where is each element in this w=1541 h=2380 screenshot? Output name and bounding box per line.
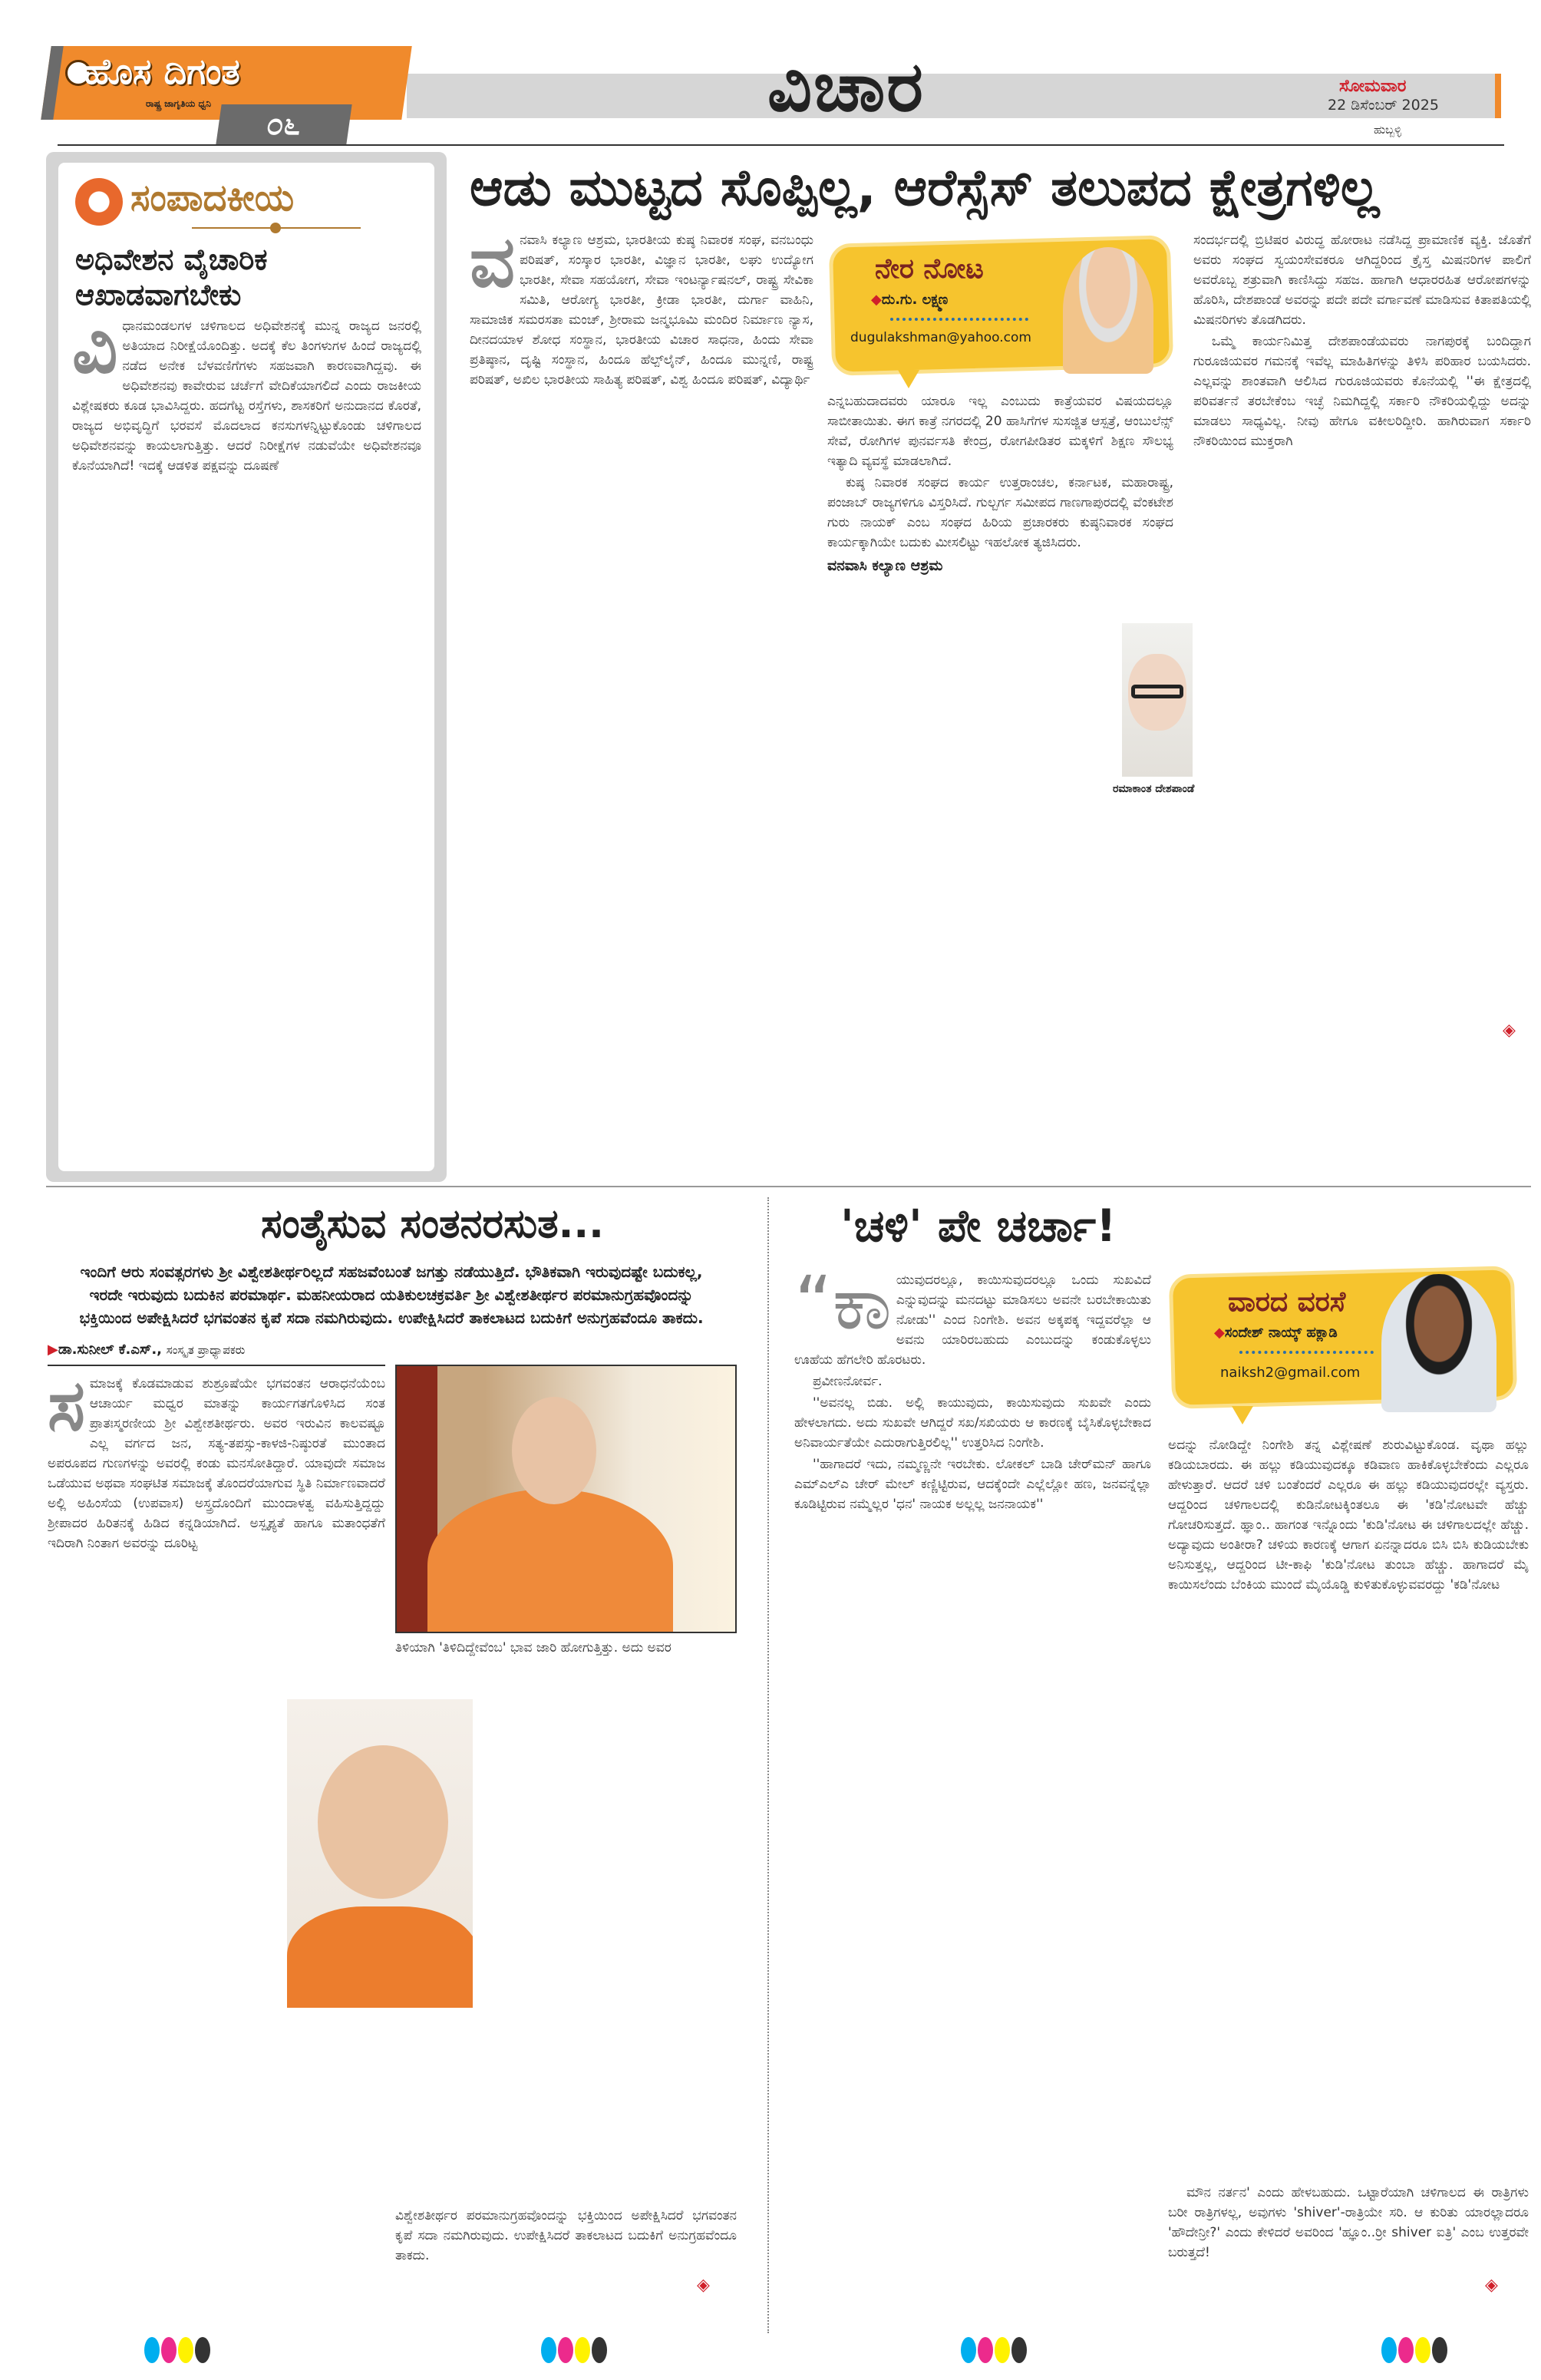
section-title: ವಿಚಾರ <box>767 47 925 127</box>
header-divider <box>58 144 1504 146</box>
cmyk-registration-mark <box>961 2337 1027 2363</box>
cmyk-registration-mark <box>541 2337 607 2363</box>
byline-name: ಡಾ.ಸುನೀಲ್ ಕೆ.ಎಸ್., <box>58 1342 163 1358</box>
closing-paragraph: ವಿಶ್ವೇಶತೀರ್ಥರ ಪರಮಾನುಗ್ರಹವೊಂದನ್ನು ಭಕ್ತಿಯಿಂದ ಅಪೇಕ್ಷಿಸಿದರೆ ಭಗವಂತನ ಕೃಪೆ ಸದಾ ನಮಗಿರುವುದು. ಉಪೇಕ್ಷಿಸಿದರೆ ತಾಕಲಾಟದ ಬದುಕಿಗೆ ಅನುಗ್ರಹವೆಂದೂ ತಾಕದು. <box>395 2206 737 2266</box>
article-deck: ಇಂದಿಗೆ ಆರು ಸಂವತ್ಸರಗಳು ಶ್ರೀ ವಿಶ್ವೇಶತೀರ್ಥರಿಲ್ಲದೆ ಸಹಜವೆಂಬಂತೆ ಜಗತ್ತು ನಡೆಯುತ್ತಿದೆ. ಭೌತಿಕವಾಗಿ ಇರುವುದಷ್ಟೇ ಬದುಕಲ್ಲ, ಇರದೇ ಇರುವುದು ಬದುಕಿನ ಪರಮಾರ್ಥ. ಮಹನೀಯರಾದ ಯತಿಕುಲಚಕ್ರವರ್ತಿ ಶ್ರೀ ವಿಶ್ವೇಶತೀರ್ಥರ ಪರಮಾನುಗ್ರಹವೊಂದನ್ನು ಭಕ್ತಿಯಿಂದ ಅಪೇಕ್ಷಿಸಿದರೆ ಭಗವಂತನ ಕೃಪೆ ಸದಾ ನಮಗಿರುವುದು. ಉಪೇಕ್ಷಿಸಿದರೆ ತಾಕಲಾಟದ ಬದುಕಿಗೆ ಅನುಗ್ರಹವೆಂದೂ ತಾಕದು. <box>79 1263 704 1327</box>
glasses-icon <box>1131 685 1183 698</box>
main-headline: ಆಡು ಮುಟ್ಟದ ಸೊಪ್ಪಿಲ್ಲ, ಆರೆಸ್ಸೆಸ್ ತಲುಪದ ಕ್ಷೇತ್ರಗಳಿಲ್ಲ <box>470 158 1380 217</box>
cmyk-registration-mark <box>144 2337 210 2363</box>
author-email[interactable]: dugulakshman@yahoo.com <box>850 330 1031 345</box>
article-column <box>1193 230 1531 1013</box>
paragraph: ''ಹಾಗಾದರೆ ಇದು, ನಮ್ಮಣ್ಣನೇ ಇರಬೇಕು. ಲೋಕಲ್ ಬಾಡಿ ಚೇರ್‌ಮನ್ ಹಾಗೂ ಎಮ್‌ಎಲ್‌ಎ ಚೇರ್ ಮೇಲ್ ಕಣ್ಣಿಟ್ಟಿರುವ, ಆದಕ್ಕೆಂದೇ ಎಲ್ಲೆಲ್ಲೋ ಹಣ, ಜನವನ್ನೆಲ್ಲಾ ಕೂಡಿಟ್ಟಿರುವ ನಮ್ಮೆಲ್ಲರ 'ಧನ' ನಾಯಕ ಅಲ್ಲಲ್ಲ ಜನನಾಯಕ'' <box>794 1457 1151 1512</box>
paragraph: ಸಂದರ್ಭದಲ್ಲಿ ಬ್ರಿಟಿಷರ ವಿರುದ್ಧ ಹೋರಾಟ ನಡೆಸಿದ್ದ ಪ್ರಾಮಾಣಿಕ ವ್ಯಕ್ತಿ. ಜೊತೆಗೆ ಅವರು ಸಂಘದ ಸ್ವಯಂಸೇವಕರೂ ಆಗಿದ್ದರಿಂದ ಕ್ರೈಸ್ತ ಮಿಷನರಿಗಳ ಪಾಲಿಗೆ ಅವರೊಬ್ಬ ಶತ್ರುವಾಗಿ ಕಾಣಿಸಿದ್ದು ಸಹಜ. ಹಾಗಾಗಿ ಆಧಾರರಹಿತ ಆರೋಪಗಳನ್ನು ಹೊರಿಸಿ, ದೇಶಪಾಂಡೆ ಅವರನ್ನು ಪದೇ ಪದೇ ವರ್ಗಾವಣೆ ಮಾಡಿಸುವ ಕಿತಾಪತಿಯಲ್ಲಿ ಮಿಷನರಿಗಳು ತೊಡಗಿದರು. <box>1193 233 1531 328</box>
author-photo <box>1063 247 1153 374</box>
photo-caption: ತಿಳಿಯಾಗಿ 'ತಿಳಿದಿದ್ದೇವೆಂಬ' ಭಾವ ಜಾರಿ ಹೋಗುತ್ತಿತ್ತು. ಅದು ಅವರ <box>395 1640 672 1655</box>
author-name: ದು.ಗು. ಲಕ್ಷ್ಮಣ <box>881 292 949 308</box>
column-author: ◆ದು.ಗು. ಲಕ್ಷ್ಮಣ <box>871 292 949 308</box>
drop-cap: “ಕಾ <box>794 1270 892 1346</box>
edition-city: ಹುಬ್ಬಳ್ಳಿ <box>1374 123 1402 137</box>
paragraph: ಒಮ್ಮೆ ಕಾರ್ಯನಿಮಿತ್ತ ದೇಶಪಾಂಡೆಯವರು ನಾಗಪುರಕ್ಕೆ ಬಂದಿದ್ದಾಗ ಗುರೂಜಿಯವರ ಗಮನಕ್ಕೆ ಇವೆಲ್ಲ ಮಾಹಿತಿಗಳನ್ನು ತಿಳಿಸಿ ಪರಿಹಾರ ಬಯಸಿದರು. ಎಲ್ಲವನ್ನು ಶಾಂತವಾಗಿ ಆಲಿಸಿದ ಗುರೂಜಿಯವರು ಕೊನೆಯಲ್ಲಿ ''ಈ ಕ್ಷೇತ್ರದಲ್ಲಿ ಪರಿವರ್ತನೆ ತರಬೇಕೆಂಬ ಇಚ್ಛೆ ನಿಮಗಿದ್ದಲ್ಲಿ ಸರ್ಕಾರಿ ನೌಕರಿಯಲ್ಲಿದ್ದು ಅದನ್ನು ಮಾಡಲು ಸಾಧ್ಯವಿಲ್ಲ. ನೀವು ಹೇಗೂ ವಕೀಲರಿದ್ದೀರಿ. ಹಾಗಿರುವಾಗ ಸರ್ಕಾರಿ ನೌಕರಿಯಿಂದ ಮುಕ್ತರಾಗಿ <box>1193 334 1531 449</box>
subheading: ವನವಾಸಿ ಕಲ್ಯಾಣ ಆಶ್ರಮ <box>827 557 943 574</box>
drop-cap: ವ <box>470 230 516 303</box>
article-column <box>470 230 813 1174</box>
date: 22 ಡಿಸೆಂಬರ್ 2025 <box>1328 97 1439 114</box>
editorial-emblem-icon <box>75 178 123 226</box>
column-title: ವಾರದ ವರಸೆ <box>1228 1286 1346 1318</box>
paragraph: ಧಾನಮಂಡಲಗಳ ಚಳಿಗಾಲದ ಅಧಿವೇಶನಕ್ಕೆ ಮುನ್ನ ರಾಜ್ಯದ ಜನರಲ್ಲಿ ಅತಿಯಾದ ನಿರೀಕ್ಷೆಯೊಂದಿತ್ತು. ಅದಕ್ಕೆ ಕೆಲ ತಿಂಗಳುಗಳ ಹಿಂದೆ ರಾಜ್ಯದಲ್ಲಿ ನಡೆದ ಅನೇಕ ಬೆಳವಣಿಗೆಗಳು ಸಹಜವಾಗಿ ಕಾರಣವಾಗಿದ್ದವು. ಈ ಅಧಿವೇಶನವು ಕಾವೇರುವ ಚರ್ಚೆಗೆ ವೇದಿಕೆಯಾಗಲಿದೆ ಎಂದು ರಾಜಕೀಯ ವಿಶ್ಲೇಷಕರು ಕೂಡ ಭಾವಿಸಿದ್ದರು. ಹದಗೆಟ್ಟ ರಸ್ತೆಗಳು, ಶಾಸಕರಿಗೆ ಅನುದಾನದ ಕೊರತೆ, ರಾಜ್ಯದ ಅಭಿವೃದ್ಧಿಗೆ ಭರವಸೆ ಮೊದಲಾದ ಕನಸುಗಳನ್ನಿಟ್ಟುಕೊಂಡು ಚಳಿಗಾಲದ ಅಧಿವೇಶನವನ್ನು ಕಾಯಲಾಗುತ್ತಿತ್ತು. ಆದರೆ ನಿರೀಕ್ಷೆಗಳ ನಡುವೆಯೇ ಅಧಿವೇಶನವೂ ಕೊನೆಯಾಗಿದೆ! ಇದಕ್ಕೆ ಆಡಳಿತ ಪಕ್ಷವನ್ನು ದೂಷಣೆ <box>72 319 421 474</box>
article-headline: 'ಚಳಿ' ಪೇ ಚರ್ಚಾ! <box>840 1200 1117 1252</box>
editorial-headline: ಅಧಿವೇಶನ ವೈಚಾರಿಕ ಆಖಾಡವಾಗಬೇಕು <box>75 243 268 312</box>
byline-role: ಸಂಸ್ಕೃತ ಪ್ರಾಧ್ಯಾಪಕರು <box>166 1343 246 1357</box>
accent-bar <box>1495 74 1501 118</box>
column-divider <box>767 1197 769 2333</box>
article-column <box>1168 1435 1529 2264</box>
paragraph: ಮಾಜಕ್ಕೆ ಕೊಡಮಾಡುವ ಶುಶ್ರೂಷೆಯೇ ಭಗವಂತನ ಆರಾಧನೆಯೆಂಬ ಆಚಾರ್ಯ ಮಧ್ವರ ಮಾತನ್ನು ಕಾರ್ಯಗತಗೊಳಿಸಿದ ಸಂತ ಪ್ರಾತಃಸ್ಮರಣೀಯ ಶ್ರೀ ವಿಶ್ವೇಶತೀರ್ಥರು. ಅವರ ಇರುವಿನ ಕಾಲವಷ್ಟೂ ಎಲ್ಲ ವರ್ಗದ ಜನ, ಸತ್ಯ-ತಪಸ್ಸು-ಕಾಳಜಿ-ನಿಷ್ಠುರತೆ ಮುಂತಾದ ಅಪರೂಪದ ಗುಣಗಳನ್ನು ಅವರಲ್ಲಿ ಕಂಡು ಮನಸೋತಿದ್ದಾರೆ. ಯಾವುದೇ ಸಮಾಜ ಒಡೆಯುವ ಅಥವಾ ಸಂಘಟಿತ ಸಮಾಜಕ್ಕೆ ತೊಂದರೆಯಾಗುವ ಸ್ಥಿತಿ ನಿರ್ಮಾಣವಾದರೆ ಅಲ್ಲಿ ಅಹಿಂಸೆಯ (ಉಪವಾಸ) ಅಸ್ತ್ರದೊಂದಿಗೆ ಮುಂದಾಳತ್ವ ವಹಿಸುತ್ತಿದ್ದದ್ದು ಶ್ರೀಪಾದರ ಹಿರಿತನಕ್ಕೆ ಹಿಡಿದ ಕನ್ನಡಿಯಾಗಿದೆ. ಅಸ್ಪೃಶ್ಯತೆ ಹಾಗೂ ಮತಾಂಧತೆಗೆ ಇದಿರಾಗಿ ನಿಂತಾಗ ಅವರನ್ನು ದೂರಿಟ್ಟ <box>48 1376 385 1551</box>
author-name: ಸಂದೇಶ್ ನಾಯ್ಕ್ ಹಕ್ಲಾಡಿ <box>1224 1325 1338 1341</box>
portrait-photo <box>1122 623 1193 777</box>
logo-tagline: ರಾಷ್ಟ್ರ ಜಾಗೃತಿಯ ಧ್ವನಿ <box>146 98 212 109</box>
author-email[interactable]: naiksh2@gmail.com <box>1220 1365 1361 1381</box>
end-mark-icon: ◈ <box>697 2276 710 2295</box>
editorial-body <box>72 316 421 1160</box>
author-photo <box>1381 1274 1496 1412</box>
swamiji-portrait-photo <box>284 1696 476 2011</box>
photo-caption: ರಮಾಕಾಂತ ದೇಶಪಾಂಡೆ <box>1113 783 1195 795</box>
page-number: ೦೬ <box>216 104 351 144</box>
dotted-ornament <box>890 318 1028 321</box>
section-divider <box>46 1186 1531 1187</box>
swamiji-photo <box>395 1365 737 1633</box>
paragraph: ಎನ್ನಬಹುದಾದವರು ಯಾರೂ ಇಲ್ಲ ಎಂಬುದು ಕಾತ್ರೆಯವರ ವಿಷಯದಲ್ಲೂ ಸಾಬೀತಾಯಿತು. ಈಗ ಕಾತ್ರೆ ನಗರದಲ್ಲಿ 20 ಹಾಸಿಗೆಗಳ ಸುಸಜ್ಜಿತ ಆಸ್ಪತ್ರೆ, ಆಂಬುಲೆನ್ಸ್ ಸೇವೆ, ರೋಗಿಗಳ ಪುನರ್ವಸತಿ ಕೇಂದ್ರ, ರೋಗಪೀಡಿತರ ಮಕ್ಕಳಿಗೆ ಶಿಕ್ಷಣ ಸೌಲಭ್ಯ ಇತ್ಯಾದಿ ವ್ಯವಸ್ಥೆ ಮಾಡಲಾಗಿದೆ. <box>827 394 1173 469</box>
dotted-ornament <box>1239 1351 1374 1354</box>
ornament-icon <box>270 223 281 233</box>
drop-cap: ವಿ <box>72 316 118 389</box>
paragraph: ಕುಷ್ಠ ನಿವಾರಕ ಸಂಘದ ಕಾರ್ಯ ಉತ್ತರಾಂಚಲ, ಕರ್ನಾಟಕ, ಮಹಾರಾಷ್ಟ್ರ, ಪಂಜಾಬ್ ರಾಜ್ಯಗಳಿಗೂ ವಿಸ್ತರಿಸಿದೆ. ಗುಲ್ಬರ್ಗ ಸಮೀಪದ ಗಾಣಗಾಪುರದಲ್ಲಿ ವೆಂಕಟೇಶ ಗುರು ನಾಯಕ್ ಎಂಬ ಸಂಘದ ಹಿರಿಯ ಪ್ರಚಾರಕರು ಕುಷ್ಠನಿವಾರಕ ಸಂಘದ ಕಾರ್ಯಕ್ಕಾಗಿಯೇ ಬದುಕು ಮೀಸಲಿಟ್ಟು ಇಹಲೋಕ ತ್ಯಜಿಸಿದರು. <box>827 475 1173 550</box>
end-mark-icon: ◈ <box>1503 1021 1516 1040</box>
article-column <box>794 1270 1151 2268</box>
paragraph: ಅದನ್ನು ನೋಡಿದ್ದೇ ನಿಂಗೇಶಿ ತನ್ನ ವಿಶ್ಲೇಷಣೆ ಶುರುವಿಟ್ಟುಕೊಂಡ. ವೃಥಾ ಹಲ್ಲು ಕಡಿಯಬಾರದು. ಈ ಹಲ್ಲು ಕಡಿಯುವುದಕ್ಕೂ ಕಡಿವಾಣ ಹಾಕಿಕೊಳ್ಳಬೇಕೆಂದು ಎಲ್ಲರೂ ಹೇಳುತ್ತಾರೆ. ಆದರೆ ಚಳಿ ಬಂತೆಂದರೆ ಎಲ್ಲರೂ ಈ ಹಲ್ಲು ಕಡಿಯುವುದರಲ್ಲೇ ವ್ಯಸ್ತರು. ಆದ್ದರಿಂದ ಚಳಿಗಾಲದಲ್ಲಿ ಕುಡಿನೋಟಕ್ಕಿಂತಲೂ ಈ 'ಕಡಿ'ನೋಟವೇ ಹೆಚ್ಚು ಗೋಚರಿಸುತ್ತದೆ. ಹ್ಞಾಂ.. ಹಾಗಂತ ಇನ್ನೊಂದು 'ಕುಡಿ'ನೋಟ ಈ ಚಳಿಗಾಲದಲ್ಲೇ ಹೆಚ್ಚು. ಅದ್ಯಾವುದು ಅಂತೀರಾ? ಚಳಿಯ ಕಾರಣಕ್ಕೆ ಆಗಾಗ ಏನನ್ನಾದರೂ ಬಿಸಿ ಬಿಸಿ ಕುಡಿಯಬೇಕು ಅನಿಸುತ್ತಲ್ಲ, ಆದ್ದರಿಂದ ಟೀ-ಕಾಫಿ 'ಕುಡಿ'ನೋಟ ತುಂಬಾ ಹೆಚ್ಚು. ಹಾಗಾದರೆ ಮೈ ಕಾಯಿಸಲೆಂದು ಬೆಂಕಿಯ ಮುಂದೆ ಮೈಯೊಡ್ಡಿ ಕುಳಿತುಕೊಳ್ಳುವವರದ್ದು 'ಕಡಿ'ನೋಟ <box>1168 1438 1529 1593</box>
paragraph: ಯುವುದರಲ್ಲೂ, ಕಾಯಿಸುವುದರಲ್ಲೂ ಒಂದು ಸುಖವಿದೆ ಎನ್ನುವುದನ್ನು ಮನದಟ್ಟು ಮಾಡಿಸಲು ಅವನೇ ಬರಬೇಕಾಯಿತು ನೋಡು'' ಎಂದ ನಿಂಗೇಶಿ. ಅವನ ಅಕ್ಕಪಕ್ಕ ಇದ್ದವರೆಲ್ಲಾ ಆ ಅವನು ಯಾರಿರಬಹುದು ಎಂಬುದನ್ನು ಕಂಡುಕೊಳ್ಳಲು ಊಹೆಯ ಹೆಗಲೇರಿ ಹೊರಟರು. <box>794 1273 1151 1368</box>
cmyk-registration-mark <box>1381 2337 1447 2363</box>
closing-paragraph: ಮೌನ ನರ್ತನ' ಎಂದು ಹೇಳಬಹುದು. ಒಟ್ಟಾರೆಯಾಗಿ ಚಳಿಗಾಲದ ಈ ರಾತ್ರಿಗಳು ಬರೀ ರಾತ್ರಿಗಳಲ್ಲ, ಅವುಗಳು 'shiver'-ರಾತ್ರಿಯೇ ಸರಿ. ಆ ಕುರಿತು ಯಾರಲ್ಲಾದರೂ 'ಹೌದೇನ್ರೀ?' ಎಂದು ಕೇಳಿದರೆ ಅವರಿಂದ 'ಹ್ಞೂಂ..ರ್‍ರೀ shiver ಐತ್ರಿ' ಎಂಬ ಉತ್ತರವೇ ಬರುತ್ತದೆ! <box>1168 2183 1529 2263</box>
callout-pointer <box>1232 1406 1253 1424</box>
editorial-label: ಸಂಪಾದಕೀಯ <box>130 177 295 220</box>
masthead-logo: ಹೊಸ ದಿಗಂತ <box>84 51 240 92</box>
paragraph: ''ಅವನಲ್ಲ ಬಿಡು. ಅಲ್ಲಿ ಕಾಯುವುದು, ಕಾಯಿಸುವುದು ಸುಖವೇ ಎಂದು ಹೇಳಲಾಗದು. ಅದು ಸುಖವೇ ಆಗಿದ್ದರೆ ಸಖ/ಸಖಿಯರು ಆ ಕಾರಣಕ್ಕೆ ಬೈಸಿಕೊಳ್ಳಬೇಕಾದ ಅನಿವಾರ್ಯತೆಯೇ ಎದುರಾಗುತ್ತಿರಲಿಲ್ಲ'' ಉತ್ತರಿಸಿದ ನಿಂಗೇಶಿ. <box>794 1395 1151 1451</box>
byline-divider <box>48 1365 385 1366</box>
column-title: ನೇರ ನೋಟ <box>875 253 984 285</box>
paragraph: ನವಾಸಿ ಕಲ್ಯಾಣ ಆಶ್ರಮ, ಭಾರತೀಯ ಕುಷ್ಠ ನಿವಾರಕ ಸಂಘ, ವನಬಂಧು ಪರಿಷತ್, ಸಂಸ್ಕಾರ ಭಾರತೀ, ವಿಜ್ಞಾನ ಭಾರತೀ, ಲಘು ಉದ್ಯೋಗ ಭಾರತೀ, ಸೇವಾ ಸಹಯೋಗ, ಸೇವಾ ಇಂಟರ್ನ್ಯಾಷನಲ್, ರಾಷ್ಟ್ರ ಸೇವಿಕಾ ಸಮಿತಿ, ಆರೋಗ್ಯ ಭಾರತೀ, ಕ್ರೀಡಾ ಭಾರತೀ, ದುರ್ಗಾ ವಾಹಿನಿ, ಸಾಮಾಜಿಕ ಸಮರಸತಾ ಮಂಚ್, ಶ್ರೀರಾಮ ಜನ್ಮಭೂಮಿ ಮಂದಿರ ನಿರ್ಮಾಣ ನ್ಯಾಸ, ದೀನದಯಾಳ ಶೋಧ ಸಂಸ್ಥಾನ, ಭಾರತೀಯ ವಿಚಾರ ಸಾಧನಾ, ಹಿಂದು ಸೇವಾ ಪ್ರತಿಷ್ಠಾನ, ದೃಷ್ಟಿ ಸಂಸ್ಥಾನ, ಹಿಂದೂ ಹೆಲ್ಪ್‌ಲೈನ್, ಹಿಂದೂ ಮುನ್ನಣಿ, ರಾಷ್ಟ್ರ ಪರಿಷತ್, ಅಖಿಲ ಭಾರತೀಯ ಸಾಹಿತ್ಯ ಪರಿಷತ್, ವಿಶ್ವ ಹಿಂದೂ ಪರಿಷತ್, ವಿದ್ಯಾರ್ಥಿ <box>470 233 813 388</box>
article-headline: ಸಂತೈಸುವ ಸಂತನರಸುತ... <box>261 1201 604 1247</box>
column-author: ◆ಸಂದೇಶ್ ನಾಯ್ಕ್ ಹಕ್ಲಾಡಿ <box>1214 1325 1338 1341</box>
weekday: ಸೋಮವಾರ <box>1339 77 1407 96</box>
paragraph: ಪ್ರವೀಣನೋರ್ವ. <box>813 1374 883 1389</box>
end-mark-icon: ◈ <box>1485 2276 1498 2295</box>
callout-pointer <box>898 370 919 388</box>
drop-cap: ಸ <box>48 1374 85 1447</box>
byline: ▶ಡಾ.ಸುನೀಲ್ ಕೆ.ಎಸ್., ಸಂಸ್ಕೃತ ಪ್ರಾಧ್ಯಾಪಕರು <box>48 1342 246 1358</box>
